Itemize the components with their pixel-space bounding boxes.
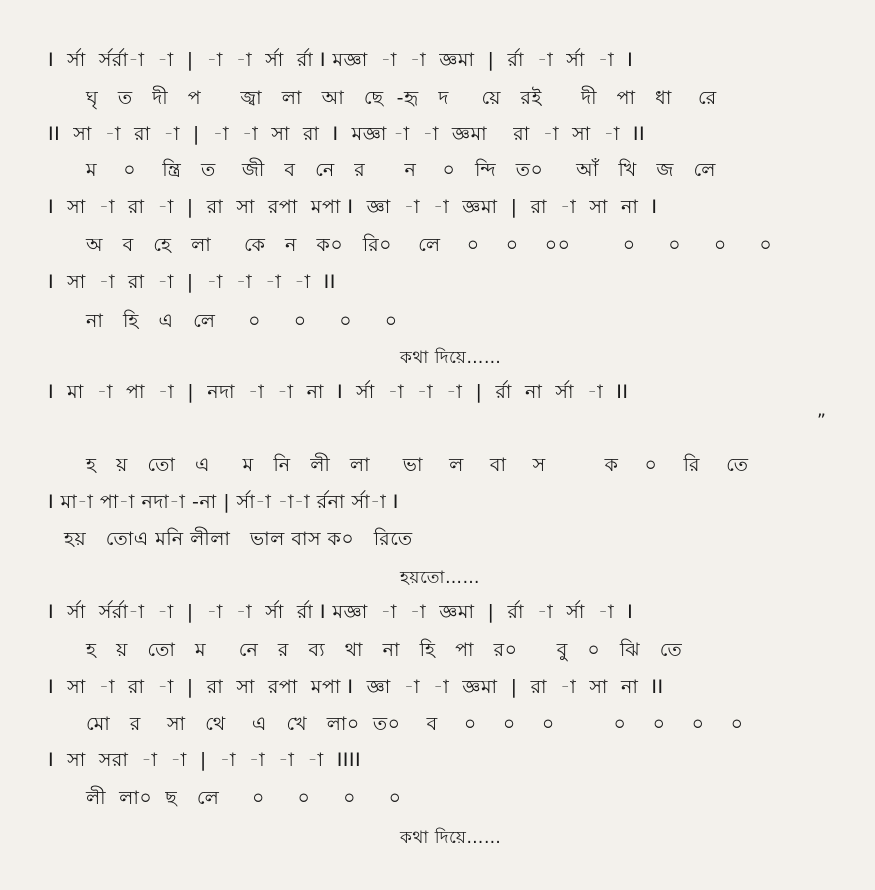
notation-line: II সা -া রা -া | -া -া সা রা I মজ্ঞা -া -া জ্ঞমা রা -া সা -া II <box>48 123 646 145</box>
refrain-cue: কথা দিয়ে…… <box>400 348 502 368</box>
notation-line: I সা -া রা -া | রা সা রপা মপা I জ্ঞা -া -া জ্ঞমা | রা -া সা না II <box>48 676 664 698</box>
notation-line: I মা -া পা -া | নদা -া -া না I র্সা -া -া -া | র্রা না র্সা -া II <box>48 381 629 403</box>
notation-line: I সা -া রা -া | -া -া -া -া II <box>48 271 336 293</box>
lyric-line: ঘৃ ত দী প জ্বা লা আ ছে -হৃ দ য়ে রই দী পা ধা রে <box>86 87 717 109</box>
lyric-line: না হি এ লে ০ ০ ০ ০ <box>86 310 398 332</box>
lyric-line: অ ব হে লা কে ন ক০ রি০ লে ০ ০ ০০ ০ ০ ০ ০ <box>86 234 773 256</box>
lyric-line: লী লা০ ছ লে ০ ০ ০ ০ <box>86 787 402 809</box>
lyric-line: হ য় তো এ ম নি লী লা ভা ল বা স ক ০ রি তে <box>86 454 749 476</box>
refrain-cue: কথা দিয়ে…… <box>400 828 502 848</box>
repeat-mark: ” <box>817 411 827 431</box>
notation-line: I সা সরা -া -া | -া -া -া -া IIII <box>48 749 362 771</box>
notation-line: I র্সা র্সর্রা-া -া | -া -া র্সা র্রা I মজ্ঞা -া -া জ্ঞমা | র্রা -া র্সা -া I <box>48 49 634 71</box>
lyric-line: হ য় তো ম নে র ব্য থা না হি পা র০ বু ০ ঝি তে <box>86 639 683 661</box>
notation-line: I সা -া রা -া | রা সা রপা মপা I জ্ঞা -া -া জ্ঞমা | রা -া সা না I <box>48 196 658 218</box>
lyric-line: ম ০ ন্ত্রি ত জী ব নে র ন ০ ন্দি ত০ আঁ খি জ লে <box>86 159 716 181</box>
notation-line: I মা-া পা-া নদা-া -না | র্সা-া -া-া র্রনা র্সা-া I <box>48 491 399 513</box>
notation-line: I র্সা র্সর্রা-া -া | -া -া র্সা র্রা I মজ্ঞা -া -া জ্ঞমা | র্রা -া র্সা -া I <box>48 601 634 623</box>
refrain-cue: হয়তো…… <box>400 568 480 588</box>
lyric-line: হয় তোএ মনি লীলা ভাল বাস ক০ রিতে <box>64 528 413 550</box>
lyric-line: মো র সা থে এ খে লা০ ত০ ব ০ ০ ০ ০ ০ ০ ০ <box>86 713 744 735</box>
